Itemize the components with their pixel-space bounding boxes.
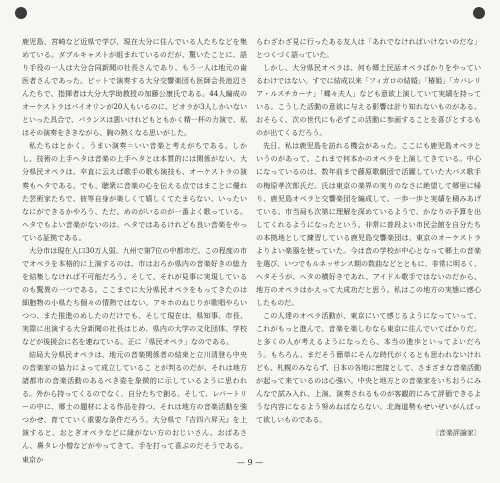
paragraph: 大分市は現在人口30万人弱、九州で第7位の中都市だ。この程度の市でオペラを本格的に上演するのは、市はおろか県内の音楽好きの総力を結集しなければ不可能だろう。そして、それが見事に実現しているのも驚異の一つである。ここまでに大分県民オペラをもってきたのは細胞物の小県たち個々の情熱ではない。アキホのねじりが歌唱やらいつつ、また推進のめしたのだけでも、そして現在は、県知事、市長、実際に出演する大分新聞の社長はじめ、県内の大学の文化団体、学校などが後援会に名を連ねている。正に「県民オペラ」なのである。 <box>22 245 247 347</box>
binder-hole-left <box>15 7 27 19</box>
paragraph: 先日、私は鹿児島を訪れる機会があった。ここにも鹿児島オペラというのがあって、これまで何本かのオペラを上演してきている。中心になっているのは、数年前まで藤原歌劇団で活躍していた大バス歌手の梅原孝次郎氏だ。氏は東京の楽界の実りのなさに絶望して郷里に帰り、鹿児島オペラと交響楽団を編成して、一歩一歩と実績を積みあげている。市当局も次第に理解を深めているようで、かなりの予算を出してくれるようになったという。非常に普段よい市民会館を自分たちの本拠地として練習している鹿児島交響楽団は、東京のオーケストラよりよい楽器を使っていた。今は音の学校が中心となって郷土の音楽を選び、いつでもルネッサンス期の数曲などとともに、非常に明るく、ヘタそうが、ヘタの横好きであれ、アイドル歌手ではないのだから、地方のオペラはかえって大成功だと思う。私はこの地方の実態に感心したものだ。 <box>256 141 481 307</box>
page-number: — 9 — <box>236 458 264 467</box>
paragraph: らわざわざ見に行ったある友人は「あれでなければいけないのだな」とつくづく語っていた。 <box>256 37 481 60</box>
left-column <box>22 35 247 466</box>
paragraph: 結局大分県民オペラは、地元の音楽関係者の結束と立川清登ら中央の音楽家の協力によって成立しているこ とが判るのだが、それは地方諸都市の音楽活動のあるべき姿を象徴的に示しているように思われる。外から持ってくるのでなく、自分たちで創る。そして、レパートリーの中に、郷土の題材による作品を持つ。それは地方の音楽活動を強つかせ、育てていく重要な条件だろう。大分県で『吉四六昇天』を上演すると、おとぎオペラなどに縁がない方のおじいさん、おばあさん、鼻タレ小僧などがやってきて、手を打って喜ぶのだそうである。東京か <box>22 350 247 464</box>
paragraph: 鹿児島、宮崎など近県で学び、現在大分に住んでいる人たちなどを集めている。ダブルキャストが組まれているのだが、驚いたことに、語り手役の一人は大分合同新聞の社長さんであり、もう一人は地元の歯医者さんであった。ピットで演奏する大分交響楽団も医師会長池辺さんたちで、指揮者は大分大学助教授の加藤公康氏である。44人編成のオーケストラはバイオリンが20人もいるのに、ビオラが3人しかいないといった具合で、バランスは悪いけれどもともかく精一杯の力演で、私はその演奏をききながら、胸の熱くなる思いがした。 <box>22 37 247 138</box>
author-signature: 〔音楽評論家〕 <box>431 428 481 438</box>
paragraph: 私たちはとかく、うまい演奏＝いい音楽と考えがちである。しかし、技術の上手ヘタは音楽の上手ヘタとは本質的には関係がない。大分県民オペラは、卒直に云えば歌手の歌も演技も、オーケストラの演奏もヘタである。でも、聴衆に音楽の心を伝える点ではまことに優れた芸術家たちで、彼等自身が楽しくて嬉しくてたまらない、いったいなにができるかやろう、ただ、めのがいるのが一番よく歌っている。ヘタでもよい音楽がないのは、ヘタではあるけれども良い音楽をやっている証拠である。 <box>22 141 247 242</box>
binder-hole-right <box>473 7 485 19</box>
paragraph: この人達のオペラ活動が、東京にいて感じるようになっていって、これがもっと進んで、音楽を楽しむなら東京に住んでいてばかりだ。と多くの人が考えるようになったら、本当の進歩といってよいだろう。もちろん、まだそう簡単にそんな時代がくるとも思われないけれども、札幌のみならず、日本の各地に密接として、さまざまな音楽活動が起って来ているのは心強い。中央と地方との音楽家をいちおうにみんなで試み入れ、上演、演奏されるものが客観的にみて評価できるような内容になるよう努めねばならない。北海道勢もせいぜいがんばって欲しいものである。 <box>256 310 481 425</box>
right-column <box>256 35 481 439</box>
paragraph: しかし、大分県民オペラは、何も郷土民話オペラばかりをやっているわけではない。すでに結成以来「フィガロの結婚」「椿姫」「カバレリア・ルスチカーナ」「蝶々夫人」なども意欲上演していて実績を持っている。こうした活動の意欲に与える影響は計り知れないものがある。おそらく、次の世代にも必ずこの活動に参画することを喜びとするものが出てくるだろう。 <box>256 63 481 138</box>
